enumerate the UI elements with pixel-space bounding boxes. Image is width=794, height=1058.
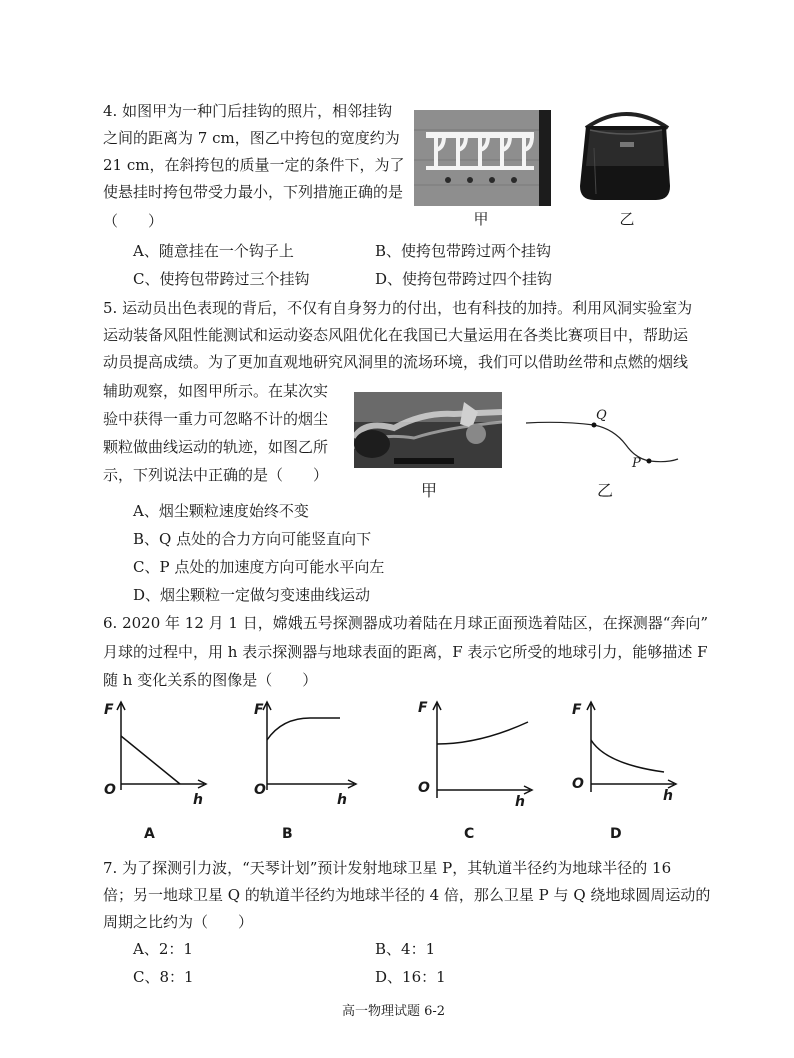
graph-d-origin: O [572, 776, 584, 792]
q6-line-3: 随 h 变化关系的图像是（ ） [103, 671, 318, 689]
q7-option-d: D、16：1 [375, 968, 446, 986]
graph-d-y-label: F [572, 702, 582, 718]
graph-b-origin: O [254, 782, 266, 798]
graph-d-caption: D [610, 826, 622, 842]
graph-b-y-label: F [254, 702, 264, 718]
q7-line-1: 7. 为了探测引力波，“天琴计划”预计发射地球卫星 P，其轨道半径约为地球半径的 16 [103, 859, 672, 877]
q4-caption-jia: 甲 [473, 210, 489, 228]
q4-option-a: A、随意挂在一个钩子上 [133, 242, 294, 260]
point-q-label: Q [596, 408, 607, 423]
graph-c-origin: O [418, 780, 430, 796]
q7-option-c: C、8：1 [133, 968, 194, 986]
graph-a-y-label: F [104, 702, 114, 718]
graph-a-origin: O [104, 782, 116, 798]
graph-d-x-label: h [663, 788, 673, 804]
q5-caption-yi: 乙 [596, 481, 613, 500]
q5-line-1: 5. 运动员出色表现的背后，不仅有自身努力的付出，也有科技的加持。利用风洞实验室为 [103, 299, 693, 317]
q5-line-3: 动员提高成绩。为了更加直观地研究风洞里的流场环境，我们可以借助丝带和点燃的烟线 [103, 353, 689, 371]
q7-line-3: 周期之比约为（ ） [103, 913, 254, 931]
q5-option-a: A、烟尘颗粒速度始终不变 [133, 502, 309, 520]
q4-line-4: 使悬挂时挎包带受力最小，下列措施正确的是 [103, 183, 404, 201]
q5-line-6: 颗粒做曲线运动的轨迹，如图乙所 [103, 438, 329, 456]
q4-line-3: 21 cm，在斜挎包的质量一定的条件下，为了 [103, 156, 405, 174]
graph-a-caption: A [144, 826, 155, 842]
graph-b-caption: B [282, 826, 293, 842]
q5-line-2: 运动装备风阻性能测试和运动姿态风阻优化在我国已大量运用在各类比赛项目中，帮助运 [103, 326, 689, 344]
q4-option-b: B、使挎包带跨过两个挂钩 [375, 242, 552, 260]
q4-line-2: 之间的距离为 7 cm，图乙中挎包的宽度约为 [103, 129, 400, 147]
q5-line-7: 示，下列说法中正确的是（ ） [103, 466, 329, 484]
q5-line-5: 验中获得一重力可忽略不计的烟尘 [103, 410, 329, 428]
crossbody-bag-photo [576, 108, 676, 208]
point-p-label: P [632, 456, 641, 471]
graph-c-y-label: F [418, 700, 428, 716]
wind-tunnel-photo [354, 392, 502, 468]
q5-option-b: B、Q 点处的合力方向可能竖直向下 [133, 530, 372, 548]
graph-c-x-label: h [515, 794, 525, 810]
q7-option-b: B、4：1 [375, 940, 436, 958]
q5-line-4: 辅助观察，如图甲所示。在某次实 [103, 382, 329, 400]
q7-option-a: A、2：1 [133, 940, 193, 958]
q6-line-2: 月球的过程中，用 h 表示探测器与地球表面的距离，F 表示它所受的地球引力，能够描述 F [103, 643, 708, 661]
graph-c-caption: C [464, 826, 475, 842]
graph-b-x-label: h [337, 792, 347, 808]
page-footer: 高一物理试题 6-2 [342, 1004, 446, 1019]
q5-caption-jia: 甲 [420, 481, 437, 500]
q4-line-1: 4. 如图甲为一种门后挂钩的照片，相邻挂钩 [103, 102, 393, 120]
q4-option-c: C、使挎包带跨过三个挂钩 [133, 270, 310, 288]
door-hooks-photo [414, 110, 551, 206]
q7-line-2: 倍；另一地球卫星 Q 的轨道半径约为地球半径的 4 倍，那么卫星 P 与 Q 绕地球圆周运动的 [103, 886, 711, 904]
graph-a-x-label: h [193, 792, 203, 808]
q6-line-1: 6. 2020 年 12 月 1 日，嫦娥五号探测器成功着陆在月球正面预选着陆区，在探测器“奔向” [103, 614, 709, 632]
q4-option-d: D、使挎包带跨过四个挂钩 [375, 270, 553, 288]
q5-option-c: C、P 点处的加速度方向可能水平向左 [133, 558, 385, 576]
q5-option-d: D、烟尘颗粒一定做匀变速曲线运动 [133, 586, 371, 604]
q4-caption-yi: 乙 [619, 210, 635, 228]
q4-line-5: （ ） [103, 212, 164, 230]
